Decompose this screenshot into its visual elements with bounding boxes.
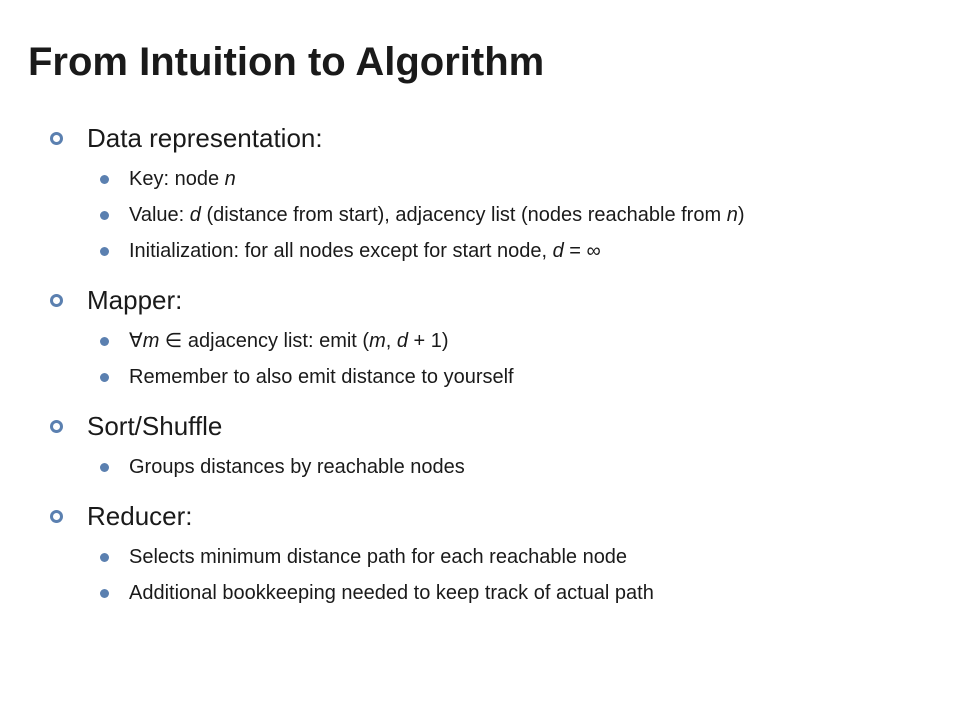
- section-mapper: [50, 278, 930, 390]
- variable-m: m: [369, 330, 386, 352]
- dot-bullet-icon: [100, 175, 109, 184]
- ring-bullet-icon: [50, 294, 63, 307]
- bullet-list: [50, 454, 930, 480]
- list-item-text: [129, 166, 919, 192]
- section-heading-row: [50, 278, 930, 322]
- ring-bullet-icon: [50, 420, 63, 433]
- list-item: [100, 238, 930, 264]
- list-item: [100, 166, 930, 192]
- section-heading: Mapper:: [87, 284, 183, 315]
- section-heading-row: [50, 494, 930, 538]
- variable-m: m: [142, 330, 160, 352]
- list-item: [100, 580, 930, 606]
- ring-bullet-icon: [50, 510, 63, 523]
- list-item-text: [129, 202, 919, 228]
- list-item-text: [129, 328, 919, 354]
- variable-d: d: [189, 204, 201, 226]
- dot-bullet-icon: [100, 247, 109, 256]
- text-run: = ∞: [563, 240, 601, 262]
- dot-bullet-icon: [100, 211, 109, 220]
- section-heading: Sort/Shuffle: [87, 410, 223, 441]
- text-run: + 1): [408, 330, 449, 352]
- text-run: ∈ adjacency list: emit (: [159, 330, 370, 352]
- list-item: [100, 202, 930, 228]
- dot-bullet-icon: [100, 553, 109, 562]
- list-item: [100, 454, 930, 480]
- list-item-text: Additional bookkeeping needed to keep track of actual path: [129, 582, 654, 604]
- text-run: ): [737, 204, 745, 226]
- bullet-list: [50, 166, 930, 264]
- section-reducer: [50, 494, 930, 606]
- list-item-text: [129, 238, 919, 264]
- variable-n: n: [726, 204, 738, 226]
- section-heading-row: [50, 116, 930, 160]
- section-heading: Data representation:: [87, 122, 323, 153]
- text-run: Value:: [129, 204, 190, 226]
- text-run: (distance from start), adjacency list (nodes reachable from: [200, 204, 727, 226]
- slide-content: [50, 116, 930, 620]
- section-heading-row: [50, 404, 930, 448]
- list-item: [100, 364, 930, 390]
- text-run: Initialization: for all nodes except for start node,: [129, 240, 553, 262]
- dot-bullet-icon: [100, 589, 109, 598]
- bullet-list: [50, 328, 930, 390]
- dot-bullet-icon: [100, 337, 109, 346]
- section-sort-shuffle: [50, 404, 930, 480]
- list-item: [100, 328, 930, 354]
- section-data-representation: [50, 116, 930, 264]
- ring-bullet-icon: [50, 132, 63, 145]
- list-item: [100, 544, 930, 570]
- forall-symbol: ∀: [129, 330, 143, 352]
- text-run: Key: node: [129, 168, 225, 190]
- text-run: ,: [385, 330, 397, 352]
- list-item-text: Groups distances by reachable nodes: [129, 456, 465, 478]
- variable-d: d: [396, 330, 408, 352]
- variable-n: n: [224, 168, 236, 190]
- section-heading: Reducer:: [87, 500, 193, 531]
- dot-bullet-icon: [100, 373, 109, 382]
- dot-bullet-icon: [100, 463, 109, 472]
- bullet-list: [50, 544, 930, 606]
- slide-title: From Intuition to Algorithm: [28, 40, 545, 84]
- list-item-text: Remember to also emit distance to yourself: [129, 366, 514, 388]
- variable-d: d: [552, 240, 564, 262]
- list-item-text: Selects minimum distance path for each reachable node: [129, 546, 628, 568]
